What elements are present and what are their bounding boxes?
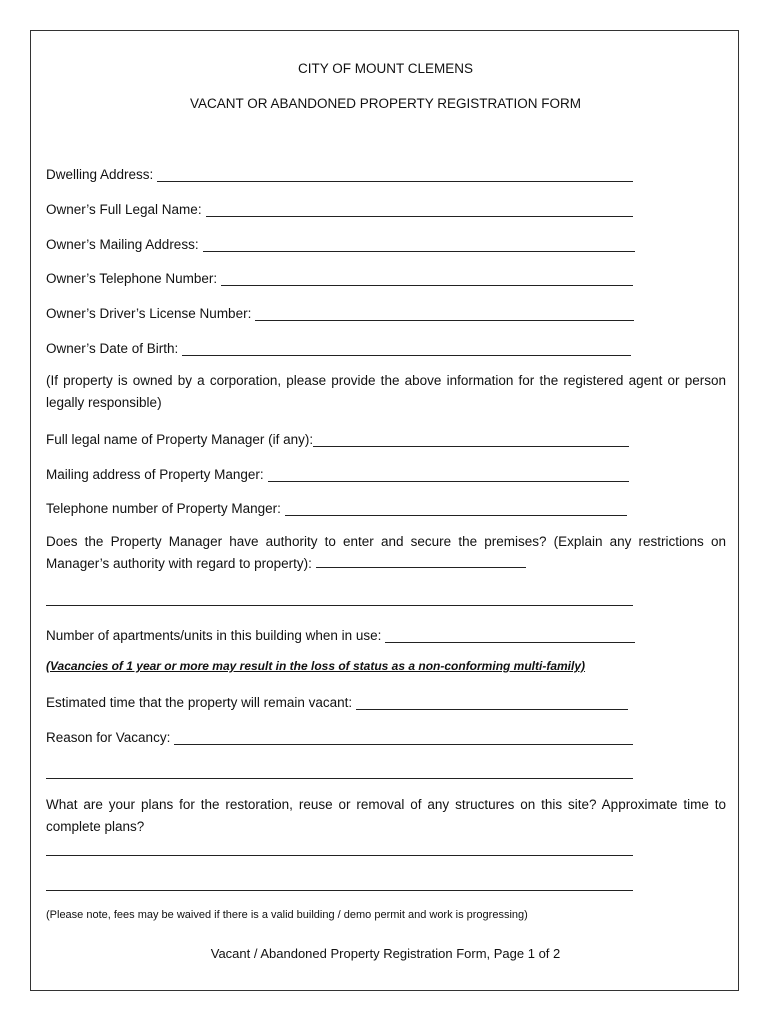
units-field[interactable] — [46, 623, 635, 643]
owner-mailing-address-label: Owner’s Mailing Address: — [46, 237, 199, 252]
pm-telephone-blank[interactable] — [285, 500, 627, 516]
estimated-vacant-blank[interactable] — [356, 694, 628, 710]
vacancy-warning: (Vacancies of 1 year or more may result in the loss of status as a non-conforming multi-family) — [46, 659, 586, 673]
dwelling-address-blank[interactable] — [157, 166, 633, 182]
pm-mailing-address-field[interactable] — [46, 462, 629, 482]
owner-name-field[interactable] — [46, 197, 633, 217]
units-blank[interactable] — [385, 627, 635, 643]
pm-mailing-address-blank[interactable] — [268, 466, 629, 482]
owner-telephone-blank[interactable] — [221, 270, 633, 286]
form-title: VACANT OR ABANDONED PROPERTY REGISTRATION FORM — [189, 96, 582, 111]
pm-telephone-label: Telephone number of Property Manger: — [46, 501, 281, 516]
fee-note: (Please note, fees may be waived if there is a valid building / demo permit and work is progressing) — [46, 909, 528, 921]
dwelling-address-field[interactable] — [46, 162, 633, 182]
estimated-vacant-label: Estimated time that the property will remain vacant: — [46, 695, 353, 710]
reason-vacancy-label: Reason for Vacancy: — [46, 730, 171, 745]
reason-vacancy-extra-blank[interactable] — [46, 777, 633, 779]
plans-blank-1[interactable] — [46, 854, 633, 856]
page-footer: Vacant / Abandoned Property Registration Form, Page 1 of 2 — [210, 946, 561, 961]
owner-dob-blank[interactable] — [182, 340, 631, 356]
pm-authority-question-text: Does the Property Manager have authority to enter and secure the premises? (Explain any restrictions on Manager’s authority with regard to property): — [46, 534, 726, 571]
estimated-vacant-field[interactable] — [46, 690, 628, 710]
owner-dob-label: Owner’s Date of Birth: — [46, 341, 179, 356]
pm-telephone-field[interactable] — [46, 496, 627, 516]
owner-name-label: Owner’s Full Legal Name: — [46, 202, 202, 217]
owner-mailing-address-field[interactable] — [46, 232, 635, 252]
form-page — [30, 30, 739, 991]
owner-name-blank[interactable] — [206, 201, 633, 217]
owner-mailing-address-blank[interactable] — [203, 236, 635, 252]
plans-blank-2[interactable] — [46, 889, 633, 891]
pm-name-label: Full legal name of Property Manager (if any): — [46, 432, 314, 447]
units-label: Number of apartments/units in this building when in use: — [46, 628, 382, 643]
owner-license-label: Owner’s Driver’s License Number: — [46, 306, 252, 321]
reason-vacancy-blank[interactable] — [174, 729, 633, 745]
pm-authority-question — [46, 531, 726, 575]
plans-question: What are your plans for the restoration, reuse or removal of any structures on this site? Approximate time to complete plans? — [46, 797, 726, 834]
owner-license-field[interactable] — [46, 301, 634, 321]
city-heading: CITY OF MOUNT CLEMENS — [297, 61, 474, 76]
corporation-note: (If property is owned by a corporation, please provide the above information for the registered agent or person legally responsible) — [46, 373, 726, 410]
owner-license-blank[interactable] — [255, 305, 634, 321]
owner-telephone-field[interactable] — [46, 266, 633, 286]
pm-authority-blank[interactable] — [316, 554, 526, 568]
pm-mailing-address-label: Mailing address of Property Manger: — [46, 467, 264, 482]
dwelling-address-label: Dwelling Address: — [46, 167, 154, 182]
pm-authority-extra-blank[interactable] — [46, 604, 633, 606]
owner-telephone-label: Owner’s Telephone Number: — [46, 271, 218, 286]
owner-dob-field[interactable] — [46, 336, 631, 356]
pm-name-field[interactable] — [46, 427, 629, 447]
reason-vacancy-field[interactable] — [46, 725, 633, 745]
pm-name-blank[interactable] — [313, 431, 629, 447]
